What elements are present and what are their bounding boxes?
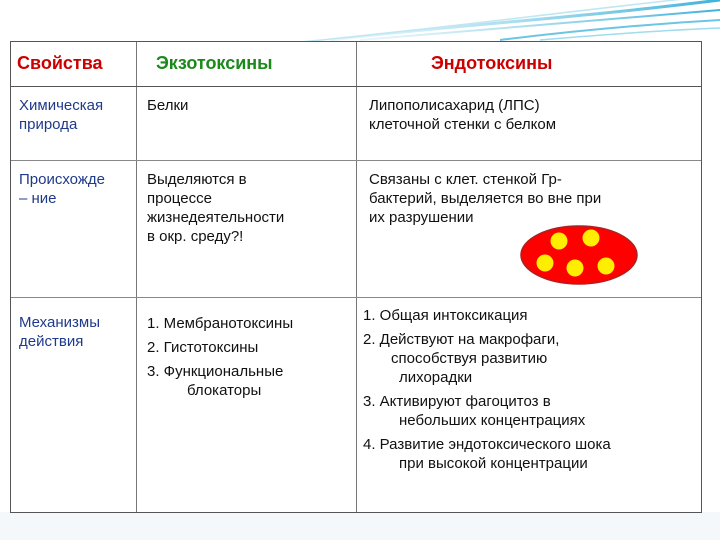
column-divider <box>136 42 137 512</box>
exo-chemical-nature: Белки <box>147 97 189 114</box>
bacteria-illustration <box>519 224 639 286</box>
row-label-chemical-nature: Химическая природа <box>19 97 104 133</box>
exo-mechanism: 1. Мембранотоксины 2. Гистотоксины 3. Функциональные блокаторы <box>147 315 294 399</box>
toxin-dot <box>551 233 568 250</box>
endo-chemical-nature: Липополисахарид (ЛПС) клеточной стенки с белком <box>369 97 557 133</box>
exo-origin: Выделяются в процессе жизнедеятельности в окр. среду?! <box>147 171 285 245</box>
toxin-dot <box>537 255 554 272</box>
row-label-mechanism: Механизмы действия <box>19 314 100 350</box>
column-divider <box>356 42 357 512</box>
endo-mechanism: 1. Общая интоксикация 2. Действуют на макрофаги, способствуя развитию лихорадки 3. Активируют фагоцитоз в небольших концентрациях 4. Развитие эндотоксического шока при высокой концентрации <box>363 307 611 472</box>
header-properties: Свойства <box>17 53 103 73</box>
header-endotoxins: Эндотоксины <box>431 53 553 73</box>
row-divider <box>11 86 701 87</box>
toxin-dot <box>567 260 584 277</box>
row-label-origin: Происхожде – ние <box>19 171 105 207</box>
toxin-dot <box>583 230 600 247</box>
endo-origin: Связаны с клет. стенкой Гр- бактерий, выделяется во вне при их разрушении <box>369 171 602 226</box>
row-divider <box>11 297 701 298</box>
comparison-table <box>10 41 702 513</box>
header-exotoxins: Экзотоксины <box>156 53 273 73</box>
toxin-dot <box>598 258 615 275</box>
row-divider <box>11 160 701 161</box>
